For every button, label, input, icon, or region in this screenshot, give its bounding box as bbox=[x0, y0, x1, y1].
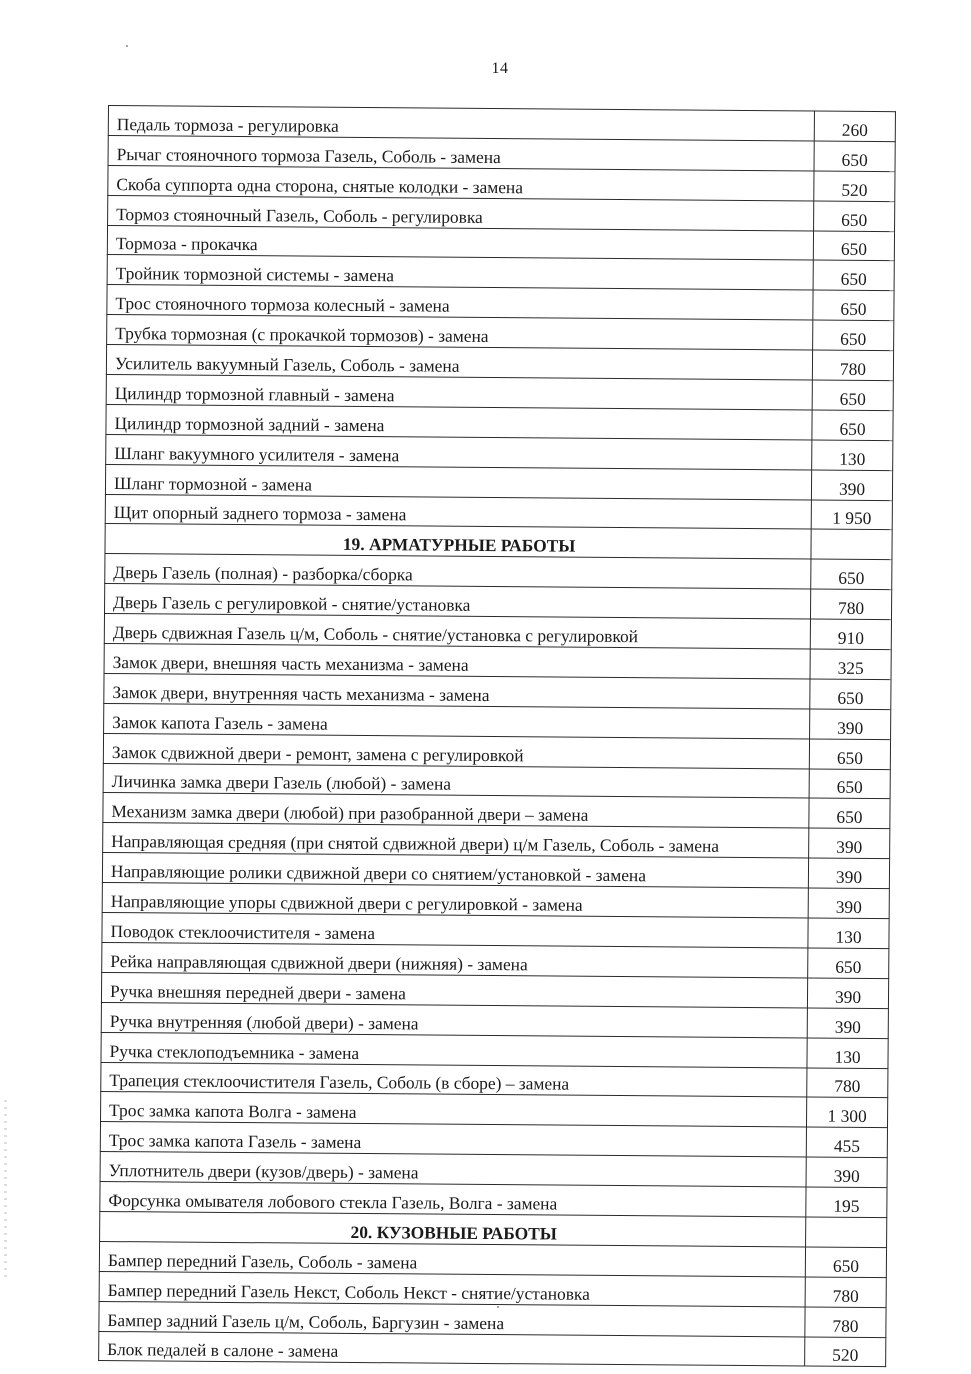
service-price: 910 bbox=[810, 619, 891, 650]
service-description: Замок двери, внутренняя часть механизма - замена bbox=[104, 673, 810, 708]
service-description: Бампер передний Газель Некст, Соболь Некст - снятие/установка bbox=[99, 1271, 805, 1306]
service-price: 650 bbox=[814, 201, 895, 232]
service-price: 650 bbox=[813, 260, 894, 291]
service-price: 130 bbox=[808, 918, 889, 949]
scan-speck bbox=[126, 45, 128, 47]
service-price: 390 bbox=[808, 888, 889, 919]
service-price: 650 bbox=[810, 679, 891, 710]
service-description: Направляющая средняя (при снятой сдвижной двери) ц/м Газель, Соболь - замена bbox=[103, 823, 809, 858]
service-price: 520 bbox=[814, 171, 895, 202]
service-description: Механизм замка двери (любой) при разобранной двери – замена bbox=[103, 793, 809, 828]
service-description: Замок сдвижной двери - ремонт, замена с регулировкой bbox=[103, 733, 809, 768]
section-title: 19. АРМАТУРНЫЕ РАБОТЫ bbox=[105, 524, 811, 559]
scan-speck bbox=[497, 1306, 499, 1308]
service-description: Трос замка капота Газель - замена bbox=[100, 1122, 806, 1157]
service-price bbox=[806, 1217, 887, 1248]
service-description: Направляющие ролики сдвижной двери со снятием/установкой - замена bbox=[102, 853, 808, 888]
service-price: 390 bbox=[807, 1008, 888, 1039]
service-description: Трубка тормозная (с прокачкой тормозов) - замена bbox=[107, 315, 813, 350]
service-description: Рычаг стояночного тормоза Газель, Соболь - замена bbox=[108, 135, 814, 170]
service-description: Цилиндр тормозной задний - замена bbox=[106, 404, 812, 439]
service-price: 390 bbox=[806, 1157, 887, 1188]
service-price: 390 bbox=[810, 709, 891, 740]
price-row bbox=[99, 1331, 886, 1367]
service-description: Дверь сдвижная Газель ц/м, Соболь - снятие/установка с регулировкой bbox=[104, 614, 810, 649]
service-description: Щит опорный заднего тормоза - замена bbox=[105, 494, 811, 529]
service-price: 650 bbox=[813, 320, 894, 351]
service-description: Бампер передний Газель, Соболь - замена bbox=[99, 1241, 805, 1276]
service-description: Дверь Газель с регулировкой - снятие/установка bbox=[105, 584, 811, 619]
service-price: 650 bbox=[814, 141, 895, 172]
service-description: Дверь Газель (полная) - разборка/сборка bbox=[105, 554, 811, 589]
service-description: Рейка направляющая сдвижной двери (нижняя) - замена bbox=[102, 942, 808, 977]
service-description: Уплотнитель двери (кузов/дверь) - замена bbox=[100, 1152, 806, 1187]
service-description: Педаль тормоза - регулировка bbox=[108, 106, 814, 141]
service-description: Тормоза - прокачка bbox=[107, 225, 813, 260]
service-description: Тройник тормозной системы - замена bbox=[107, 255, 813, 290]
price-list-body bbox=[99, 106, 896, 1368]
service-price: 325 bbox=[810, 649, 891, 680]
service-description: Шланг вакуумного усилителя - замена bbox=[106, 434, 812, 469]
service-price: 650 bbox=[813, 231, 894, 262]
service-description: Трапеция стеклоочистителя Газель, Соболь (в сборе) – замена bbox=[101, 1062, 807, 1097]
service-price: 130 bbox=[812, 440, 893, 471]
service-price: 780 bbox=[811, 589, 892, 620]
service-price: 1 300 bbox=[807, 1097, 888, 1128]
service-price bbox=[811, 530, 892, 561]
service-price: 390 bbox=[812, 470, 893, 501]
service-description: Личинка замка двери Газель (любой) - замена bbox=[103, 763, 809, 798]
service-price: 390 bbox=[808, 978, 889, 1009]
service-description: Скоба суппорта одна сторона, снятые колодки - замена bbox=[108, 165, 814, 200]
service-description: Шланг тормозной - замена bbox=[105, 464, 811, 499]
service-description: Трос замка капота Волга - замена bbox=[101, 1092, 807, 1127]
service-description: Поводок стеклоочистителя - замена bbox=[102, 913, 808, 948]
service-description: Форсунка омывателя лобового стекла Газель, Волга - замена bbox=[100, 1182, 806, 1217]
service-price: 780 bbox=[805, 1277, 886, 1308]
service-description: Усилитель вакуумный Газель, Соболь - замена bbox=[106, 345, 812, 380]
service-price: 650 bbox=[809, 769, 890, 800]
price-list-table bbox=[98, 105, 896, 1368]
service-description: Направляющие упоры сдвижной двери с регулировкой - замена bbox=[102, 883, 808, 918]
service-description: Трос стояночного тормоза колесный - замена bbox=[107, 285, 813, 320]
service-price: 650 bbox=[812, 380, 893, 411]
service-price: 1 950 bbox=[811, 500, 892, 531]
service-price: 780 bbox=[807, 1068, 888, 1099]
service-price: 650 bbox=[809, 799, 890, 830]
service-description: Замок капота Газель - замена bbox=[104, 703, 810, 738]
service-description: Замок двери, внешняя часть механизма - замена bbox=[104, 644, 810, 679]
section-title: 20. КУЗОВНЫЕ РАБОТЫ bbox=[100, 1211, 806, 1246]
service-price: 390 bbox=[809, 828, 890, 859]
service-description: Блок педалей в салоне - замена bbox=[99, 1331, 805, 1366]
service-price: 130 bbox=[807, 1038, 888, 1069]
service-description: Тормоз стояночный Газель, Соболь - регулировка bbox=[108, 195, 814, 230]
page-number: 14 bbox=[491, 60, 509, 77]
service-price: 260 bbox=[814, 111, 895, 142]
service-price: 650 bbox=[813, 290, 894, 321]
service-price: 195 bbox=[806, 1187, 887, 1218]
service-description: Бампер задний Газель ц/м, Соболь, Баргузин - замена bbox=[99, 1301, 805, 1336]
service-price: 780 bbox=[813, 350, 894, 381]
service-price: 650 bbox=[809, 739, 890, 770]
service-description: Ручка внешняя передней двери - замена bbox=[101, 972, 807, 1007]
service-description: Ручка стеклоподъемника - замена bbox=[101, 1032, 807, 1067]
service-description: Цилиндр тормозной главный - замена bbox=[106, 375, 812, 410]
service-price: 650 bbox=[808, 948, 889, 979]
scan-margin-noise bbox=[4, 1100, 7, 1280]
service-description: Ручка внутренняя (любой двери) - замена bbox=[101, 1002, 807, 1037]
service-price: 520 bbox=[805, 1337, 886, 1368]
service-price: 390 bbox=[809, 858, 890, 889]
service-price: 650 bbox=[805, 1247, 886, 1278]
service-price: 455 bbox=[806, 1127, 887, 1158]
service-price: 650 bbox=[811, 559, 892, 590]
service-price: 650 bbox=[812, 410, 893, 441]
service-price: 780 bbox=[805, 1307, 886, 1338]
